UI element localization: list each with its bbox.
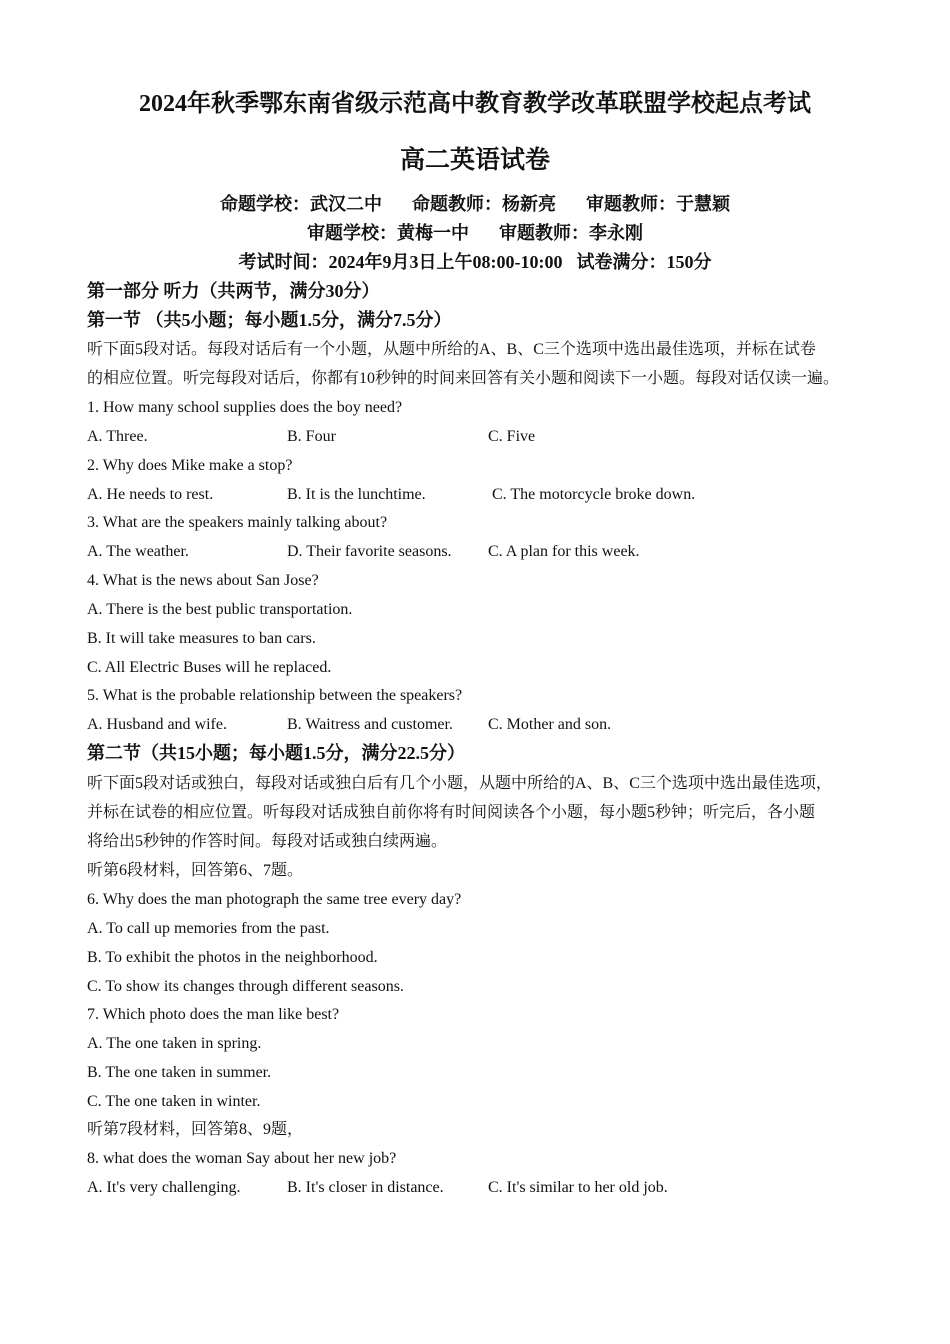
meta-review-teacher: 审题教师：李永刚 <box>499 223 643 243</box>
question-6-option-b: B. To exhibit the photos in the neighborhood. <box>87 949 378 966</box>
exam-title: 2024年秋季鄂东南省级示范高中教育教学改革联盟学校起点考试 <box>139 91 811 117</box>
question-6-option-a: A. To call up memories from the past. <box>87 920 330 937</box>
question-8-stem: 8. what does the woman Say about her new job? <box>87 1150 397 1167</box>
question-7-option-b: B. The one taken in summer. <box>87 1064 272 1081</box>
question-2-stem: 2. Why does Mike make a stop? <box>87 457 293 474</box>
question-5-option-c: C. Mother and son. <box>488 716 612 733</box>
material-6-note: 听第6段材料，回答第6、7题。 <box>87 862 304 879</box>
section1-instructions-line-1: 听下面5段对话。每段对话后有一个小题，从题中所给的A、B、C三个选项中选出最佳选项，并标在试卷 <box>87 341 816 358</box>
question-5-option-b: B. Waitress and customer. <box>287 716 453 733</box>
question-3-stem: 3. What are the speakers mainly talking about? <box>87 514 388 531</box>
question-6-option-c: C. To show its changes through different seasons. <box>87 978 404 995</box>
question-1-option-b: B. Four <box>287 428 336 445</box>
meta-school: 命题学校：武汉二中 <box>220 194 382 214</box>
section2-heading: 第二节（共15小题；每小题1.5分，满分22.5分） <box>87 743 465 763</box>
question-2-option-b: B. It is the lunchtime. <box>287 486 426 503</box>
section2-instructions-line-3: 将给出5秒钟的作答时间。每段对话或独白续两遍。 <box>87 833 448 850</box>
question-7-option-a: A. The one taken in spring. <box>87 1035 262 1052</box>
question-1-option-a: A. Three. <box>87 428 148 445</box>
question-7-option-c: C. The one taken in winter. <box>87 1093 261 1110</box>
question-8-option-a: A. It's very challenging. <box>87 1179 241 1196</box>
meta-reviewer: 审题教师：于慧颖 <box>586 194 730 214</box>
section1-instructions-line-2: 的相应位置。听完每段对话后，你都有10秒钟的时间来回答有关小题和阅读下一小题。每段对话仅读一遍。 <box>87 370 840 387</box>
meta-full-score: 试卷满分：150分 <box>576 252 712 272</box>
question-2-option-a: A. He needs to rest. <box>87 486 214 503</box>
question-4-option-a: A. There is the best public transportation. <box>87 601 353 618</box>
section2-instructions-line-2: 并标在试卷的相应位置。听每段对话成独自前你将有时间阅读各个小题，每小题5秒钟；听完后，各小题 <box>87 804 816 821</box>
question-7-stem: 7. Which photo does the man like best? <box>87 1006 340 1023</box>
section1-heading: 第一节 （共5小题；每小题1.5分，满分7.5分） <box>87 310 452 330</box>
material-7-note: 听第7段材料，回答第8、9题， <box>87 1121 304 1138</box>
exam-subtitle: 高二英语试卷 <box>399 147 550 174</box>
question-4-option-c: C. All Electric Buses will he replaced. <box>87 659 332 676</box>
question-8-option-c: C. It's similar to her old job. <box>488 1179 668 1196</box>
meta-author: 命题教师：杨新亮 <box>412 194 556 214</box>
question-6-stem: 6. Why does the man photograph the same tree every day? <box>87 891 462 908</box>
question-5-stem: 5. What is the probable relationship between the speakers? <box>87 687 463 704</box>
question-4-stem: 4. What is the news about San Jose? <box>87 572 319 589</box>
question-3-option-b: D. Their favorite seasons. <box>287 543 452 560</box>
section2-instructions-line-1: 听下面5段对话或独白，每段对话或独白后有几个小题，从题中所给的A、B、C三个选项中选出最佳选项， <box>87 775 832 792</box>
question-1-stem: 1. How many school supplies does the boy need? <box>87 399 403 416</box>
question-4-option-b: B. It will take measures to ban cars. <box>87 630 316 647</box>
question-2-option-c: C. The motorcycle broke down. <box>492 486 696 503</box>
exam-meta-line-1 <box>0 193 950 215</box>
part1-heading: 第一部分 听力（共两节，满分30分） <box>87 281 380 301</box>
question-5-option-a: A. Husband and wife. <box>87 716 227 733</box>
question-8-option-b: B. It's closer in distance. <box>287 1179 444 1196</box>
question-1-option-c: C. Five <box>488 428 536 445</box>
meta-exam-time: 考试时间：2024年9月3日上午08:00-10:00 <box>238 252 563 272</box>
question-3-option-a: A. The weather. <box>87 543 189 560</box>
exam-meta-line-2 <box>0 222 950 244</box>
question-3-option-c: C. A plan for this week. <box>488 543 640 560</box>
exam-meta-line-3 <box>0 251 950 273</box>
meta-review-school: 审题学校：黄梅一中 <box>307 223 469 243</box>
